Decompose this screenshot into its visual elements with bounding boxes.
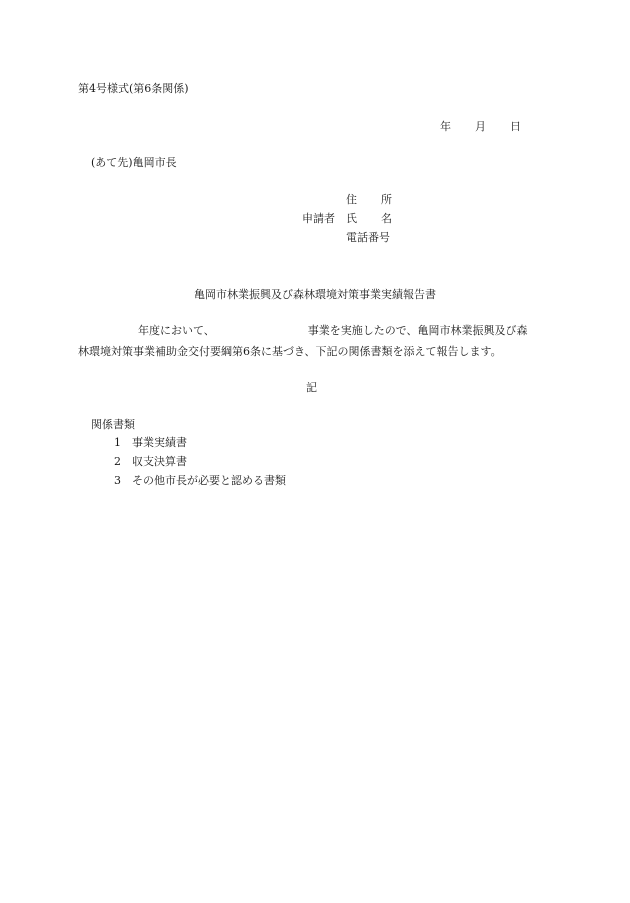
body-text-1b: 事業を実施したので、亀岡市林業振興及び森 bbox=[307, 324, 528, 337]
phone-label: 電話番号 bbox=[346, 231, 390, 244]
form-number: 第4号様式(第6条関係) bbox=[78, 82, 189, 95]
body-text-1a: 年度において、 bbox=[138, 324, 215, 337]
attachment-text: 事業実績書 bbox=[132, 436, 187, 449]
attachments-heading: 関係書類 bbox=[91, 418, 135, 431]
address-label: 住 所 bbox=[346, 193, 392, 206]
date-year-label: 年 bbox=[440, 120, 451, 133]
applicant-role-label: 申請者 bbox=[302, 212, 335, 225]
date-month-label: 月 bbox=[475, 120, 486, 133]
report-title: 亀岡市林業振興及び森林環境対策事業実績報告書 bbox=[194, 288, 436, 301]
date-line bbox=[440, 120, 521, 133]
addressee: (あて先)亀岡市長 bbox=[91, 156, 177, 169]
body-line-1 bbox=[78, 324, 528, 337]
attachment-number: 3 bbox=[114, 474, 121, 487]
attachment-item bbox=[114, 436, 187, 449]
attachment-item bbox=[114, 455, 187, 468]
name-label: 氏 名 bbox=[346, 212, 392, 225]
ki-heading: 記 bbox=[306, 381, 317, 394]
attachment-text: 収支決算書 bbox=[132, 455, 187, 468]
attachment-number: 1 bbox=[114, 436, 121, 449]
date-day-label: 日 bbox=[510, 120, 521, 133]
attachment-text: その他市長が必要と認める書類 bbox=[132, 474, 286, 487]
attachment-item bbox=[114, 474, 286, 487]
attachment-number: 2 bbox=[114, 455, 121, 468]
body-line-2: 林環境対策事業補助金交付要綱第6条に基づき、下記の関係書類を添えて報告します。 bbox=[78, 345, 502, 358]
